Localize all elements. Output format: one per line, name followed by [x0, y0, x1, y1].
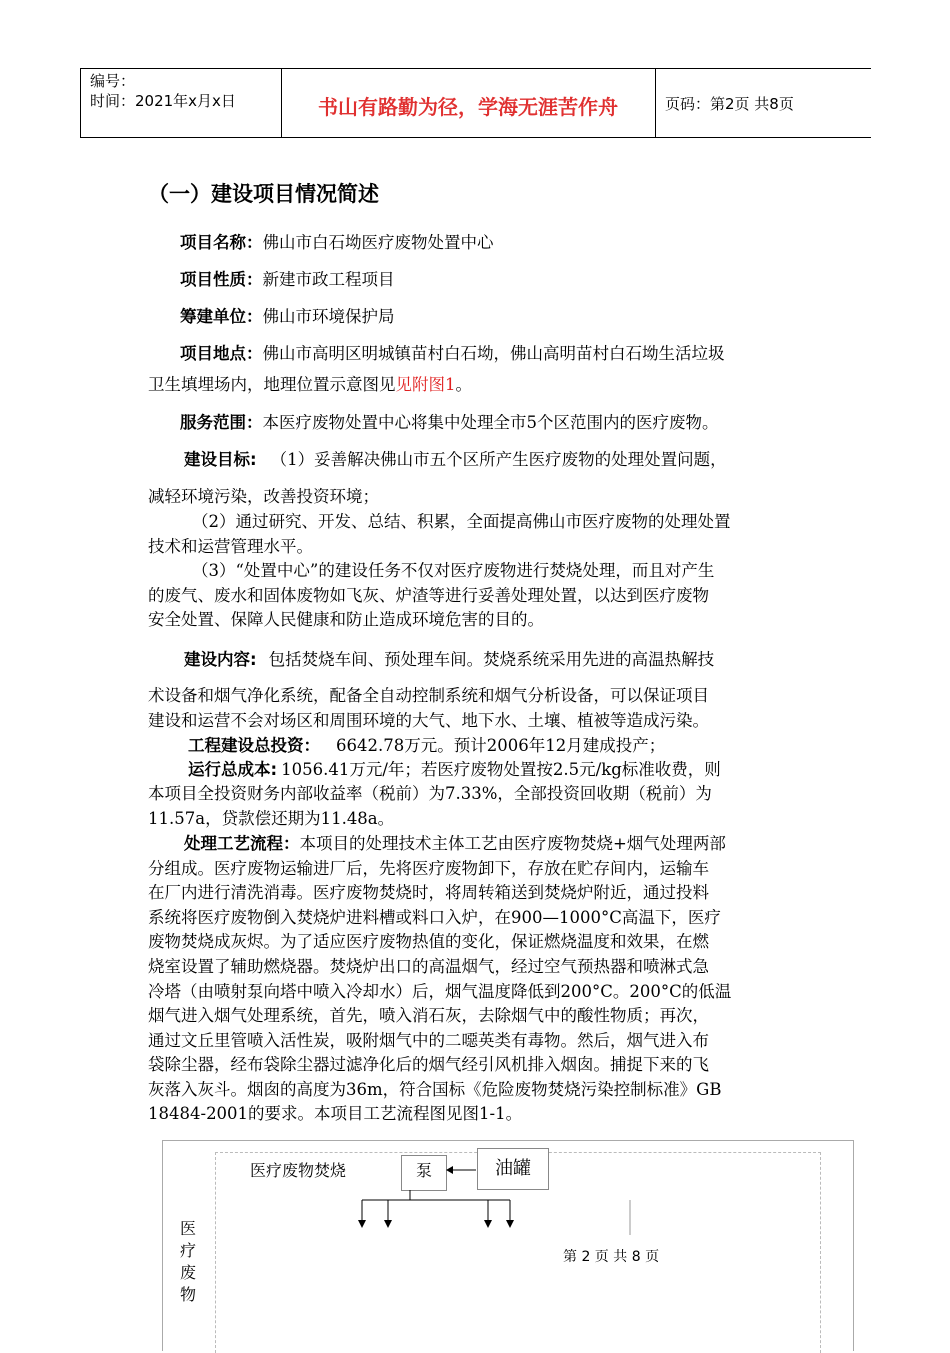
project-name-label: 项目名称： — [180, 233, 263, 252]
section-title: （一）建设项目情况简述 — [148, 182, 379, 206]
flowchart-pump-box: 泵 — [401, 1155, 447, 1191]
location-text: 佛山市高明区明城镇苗村白石坳，佛山高明苗村白石坳生活垃圾 — [262, 344, 725, 363]
goal3-text: （3）“处置中心”的建设任务不仅对医疗废物进行焚烧处理，而且对产生 — [192, 561, 715, 580]
process-text: 烟气进入烟气处理系统，首先，喷入消石灰，去除烟气中的酸性物质；再次， — [148, 1006, 709, 1025]
header-table — [80, 68, 871, 138]
project-name-line — [180, 230, 494, 255]
vertical-char: 物 — [180, 1285, 197, 1304]
vertical-char: 疗 — [180, 1241, 197, 1260]
goal-line — [184, 447, 727, 472]
process-text: 18484-2001的要求。本项目工艺流程图见图1-1。 — [148, 1104, 523, 1123]
content-text-2: 术设备和烟气净化系统，配备全自动控制系统和烟气分析设备，可以保证项目 — [148, 686, 709, 705]
flowchart-incineration-label: 医疗废物焚烧 — [250, 1161, 347, 1180]
goal-label: 建设目标: — [184, 450, 257, 469]
content-line — [184, 647, 714, 672]
content-text-3: 建设和运营不会对场区和周围环境的大气、地下水、土壤、植被等造成污染。 — [148, 711, 709, 730]
nature-label: 项目性质： — [180, 270, 263, 289]
project-name: 佛山市白石坳医疗废物处置中心 — [262, 233, 494, 252]
header-motto: 书山有路勤为径，学海无涯苦作舟 — [318, 95, 618, 119]
process-text: 灰落入灰斗。烟囱的高度为36m，符合国标《危险废物焚烧污染控制标准》GB — [148, 1080, 722, 1099]
goal3-text-3: 安全处置、保障人民健康和防止造成环境危害的目的。 — [148, 610, 544, 629]
flowchart-arrows — [340, 1160, 640, 1240]
header-number: 编号： — [90, 72, 136, 90]
scope: 本医疗废物处置中心将集中处理全市5个区范围内的医疗废物。 — [262, 413, 719, 432]
vertical-char: 废 — [180, 1263, 197, 1282]
unit: 佛山市环境保护局 — [262, 307, 395, 326]
process-text: 通过文丘里管喷入活性炭，吸附烟气中的二噁英类有毒物。然后，烟气进入布 — [148, 1031, 709, 1050]
process-text: 废物焚烧成灰烬。为了适应医疗废物热值的变化，保证燃烧温度和效果，在燃 — [148, 932, 709, 951]
flowchart-vertical-label — [180, 1218, 200, 1306]
header-time: 时间：2021年x月x日 — [90, 92, 236, 110]
cost-label: 运行总成本: — [188, 760, 278, 779]
location-text-2: 卫生填埋场内，地理位置示意图见 — [148, 375, 396, 394]
goal3-text-2: 的废气、废水和固体废物如飞灰、炉渣等进行妥善处理处置，以达到医疗废物 — [148, 586, 709, 605]
location-line-2 — [148, 372, 472, 397]
header-page-info: 页码：第2页 共8页 — [665, 95, 794, 113]
unit-line — [180, 304, 395, 329]
header-divider — [80, 69, 81, 137]
cost-text: 1056.41万元/年；若医疗废物处置按2.5元/kg标准收费，则 — [281, 760, 721, 779]
process-label: 处理工艺流程： — [184, 834, 300, 853]
process-text: 冷塔（由喷射泵向塔中喷入冷却水）后，烟气温度降低到200°C。200°C的低温 — [148, 982, 732, 1001]
process-text: 分组成。医疗废物运输进厂后，先将医疗废物卸下，存放在贮存间内，运输车 — [148, 859, 709, 878]
cost-text-3: 11.57a，贷款偿还期为11.48a。 — [148, 809, 395, 828]
nature-line — [180, 267, 395, 292]
process-text: 烧室设置了辅助燃烧器。焚烧炉出口的高温烟气，经过空气预热器和喷淋式急 — [148, 957, 709, 976]
unit-label: 筹建单位： — [180, 307, 263, 326]
invest-text: 6642.78万元。预计2006年12月建成投产； — [336, 736, 666, 755]
process-text: 系统将医疗废物倒入焚烧炉进料槽或料口入炉，在900—1000°C高温下，医疗 — [148, 908, 721, 927]
cost-text-2: 本项目全投资财务内部收益率（税前）为7.33%，全部投资回收期（税前）为 — [148, 784, 712, 803]
invest-label: 工程建设总投资： — [188, 736, 320, 755]
process-text: 在厂内进行清洗消毒。医疗废物焚烧时，将周转箱送到焚烧炉附近，通过投料 — [148, 883, 709, 902]
flowchart-tank-box: 油罐 — [477, 1148, 549, 1190]
scope-label: 服务范围： — [180, 413, 263, 432]
cost-line — [188, 757, 721, 782]
page-footer: 第 2 页 共 8 页 — [563, 1249, 660, 1265]
invest-line — [188, 733, 665, 758]
process-text: 本项目的处理技术主体工艺由医疗废物焚烧+烟气处理两部 — [299, 834, 726, 853]
location-label: 项目地点： — [180, 344, 263, 363]
nature: 新建市政工程项目 — [262, 270, 395, 289]
goal1-text-2: 减轻环境污染，改善投资环境； — [148, 487, 379, 506]
vertical-char: 医 — [180, 1219, 197, 1238]
header-divider — [655, 69, 656, 137]
content-text: 包括焚烧车间、预处理车间。焚烧系统采用先进的高温热解技 — [268, 650, 715, 669]
scope-line — [180, 410, 719, 435]
goal1-text: （1）妥善解决佛山市五个区所产生医疗废物的处理处置问题， — [270, 450, 727, 469]
process-text: 袋除尘器，经布袋除尘器过滤净化后的烟气经引风机排入烟囱。捕捉下来的飞 — [148, 1055, 709, 1074]
location-link[interactable]: 见附图1 — [395, 375, 456, 394]
process-line — [184, 831, 726, 856]
location-line — [180, 341, 725, 366]
goal2-text: （2）通过研究、开发、总结、积累，全面提高佛山市医疗废物的处理处置 — [192, 512, 731, 531]
header-meta — [90, 71, 236, 111]
location-end: 。 — [455, 375, 472, 394]
goal2-text-2: 技术和运营管理水平。 — [148, 537, 313, 556]
content-label: 建设内容: — [184, 650, 257, 669]
